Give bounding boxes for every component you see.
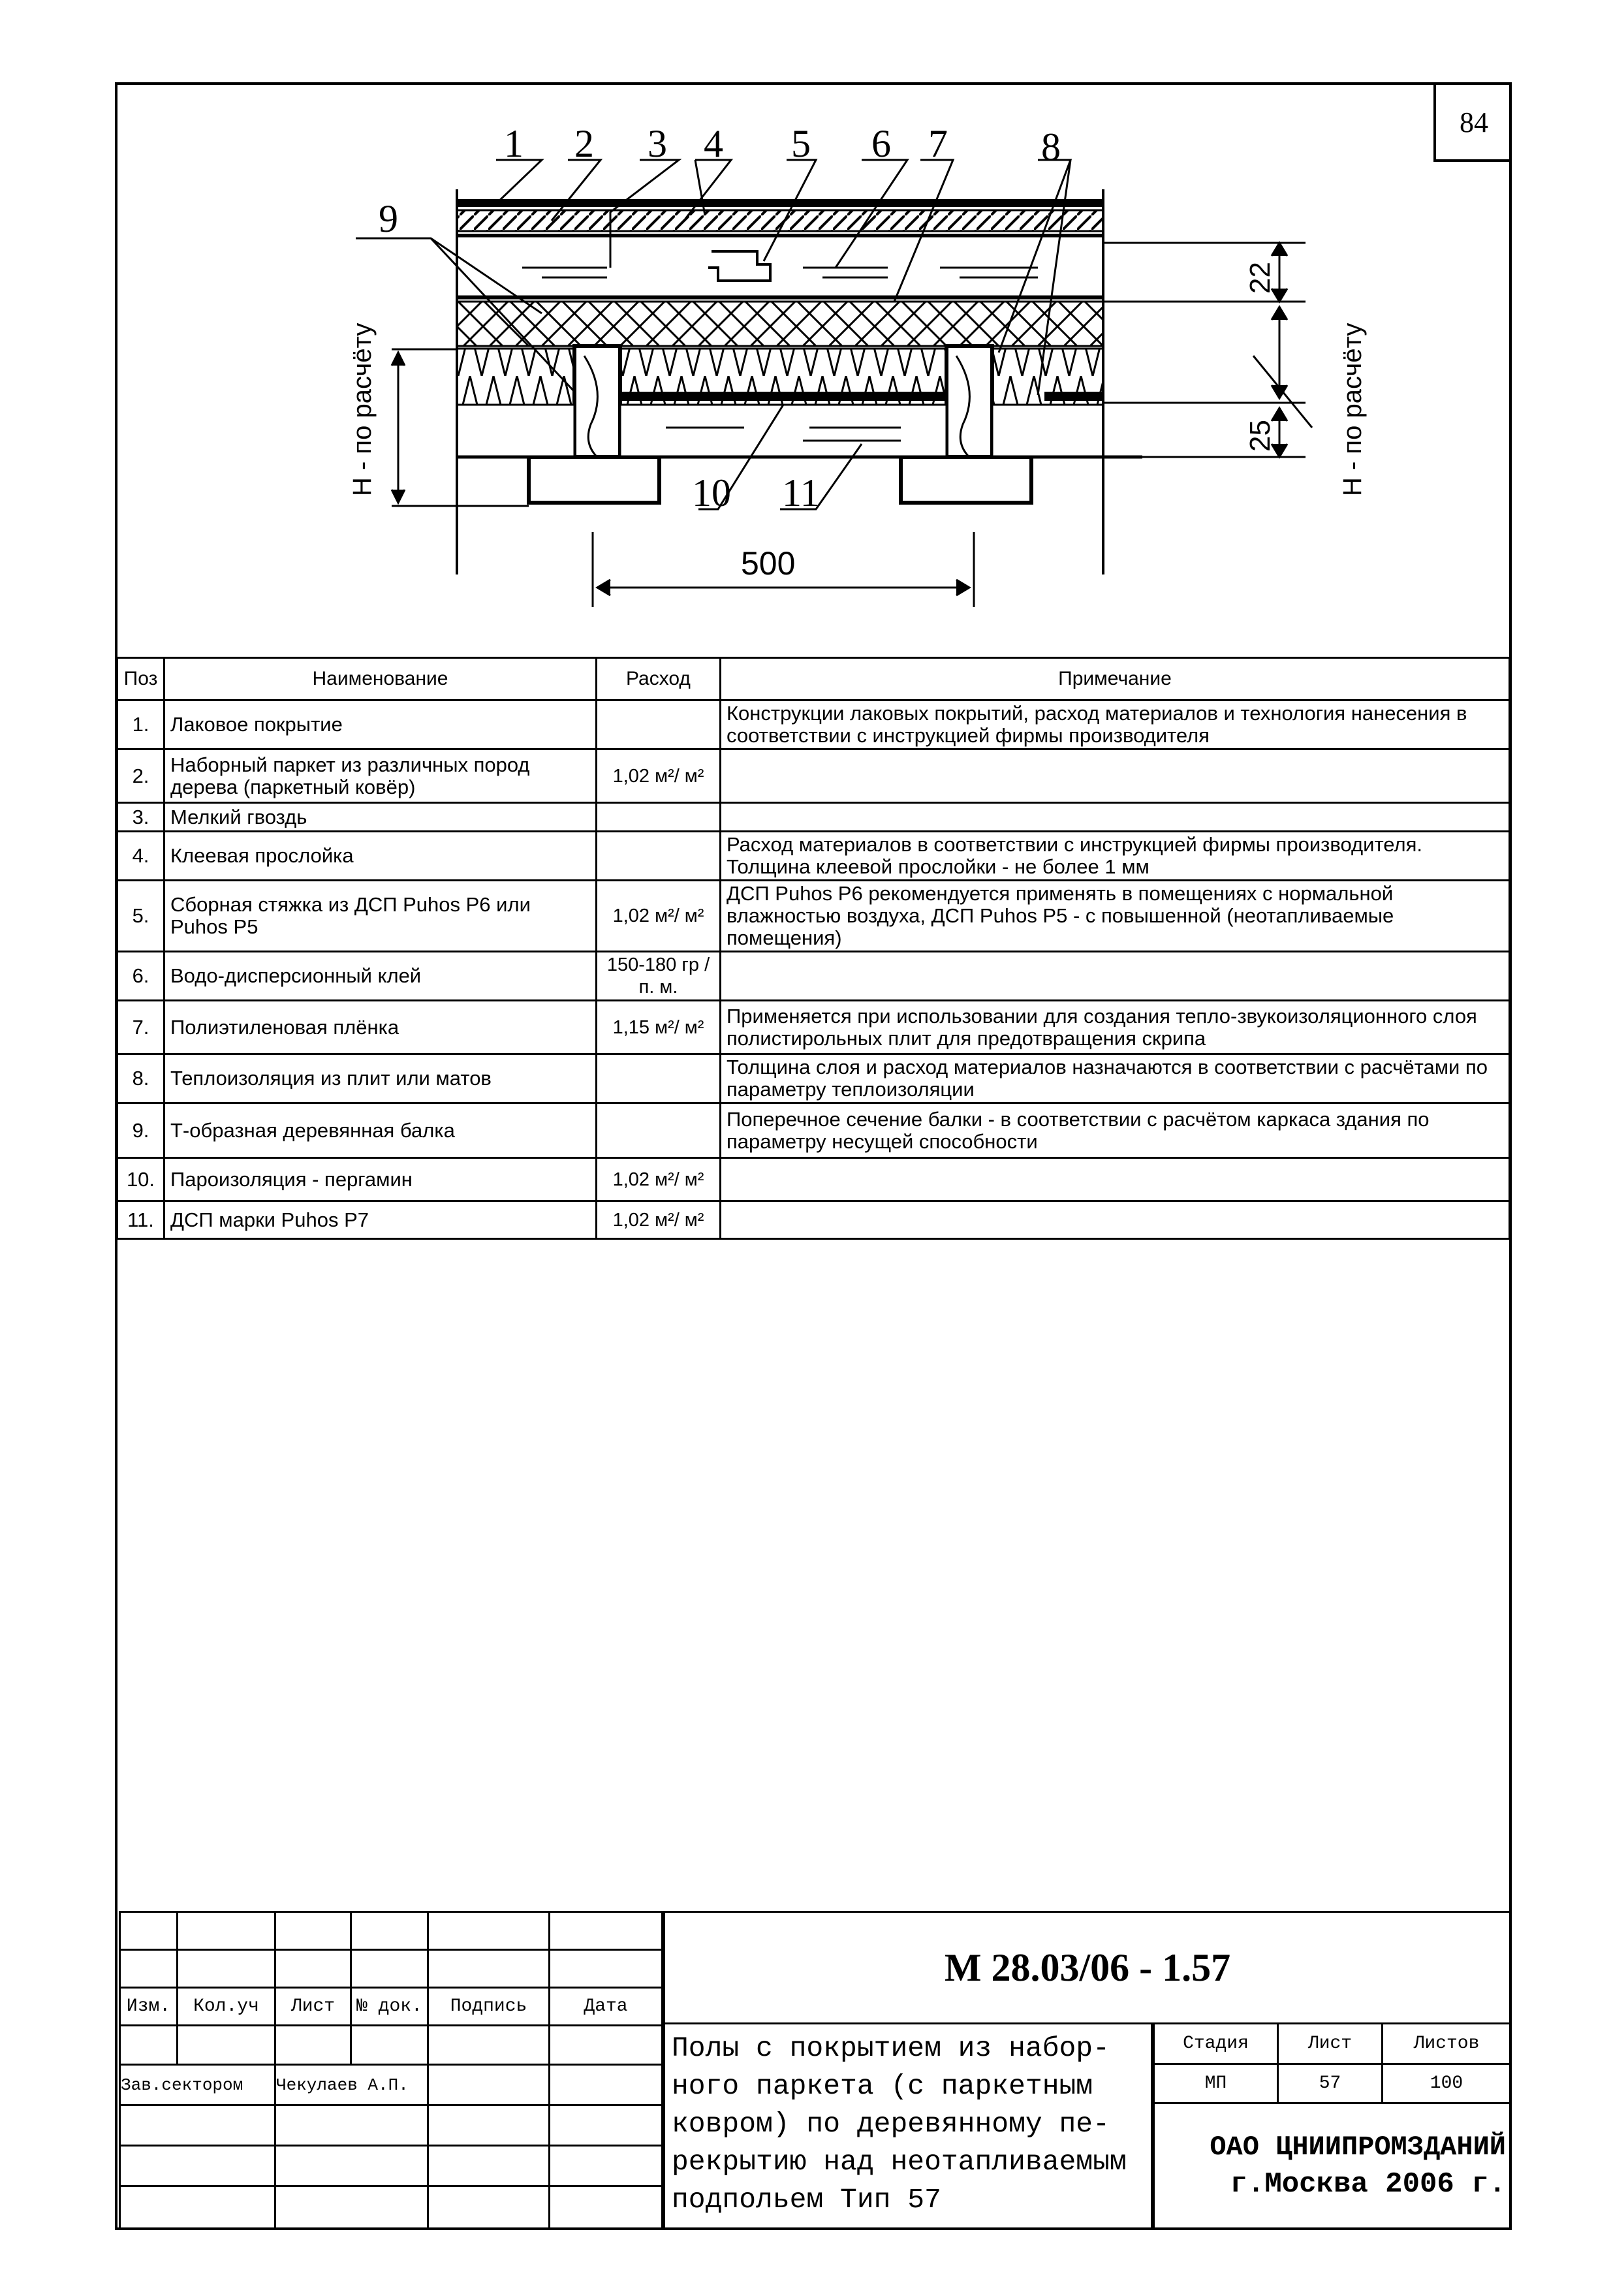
floor-section-drawing (0, 0, 1611, 653)
callout-1: 1 (504, 122, 524, 165)
callout-11: 11 (782, 471, 820, 514)
table-row: 11. ДСП марки Puhos P7 1,02 м²/ м² (117, 1201, 1510, 1239)
table-row: 5. Сборная стяжка из ДСП Puhos P6 или Puhos P5 1,02 м²/ м² ДСП Puhos P6 рекомендуется применять в помещениях с нормальной влажностью воздуха, ДСП Puhos P5 - с повышенной (неотапливаемые помещения) (117, 881, 1510, 952)
sheet-value: 57 (1278, 2064, 1383, 2103)
table-row: 6. Водо-дисперсионный клей 150-180 гр /п. м. (117, 952, 1510, 1001)
organization-cell (1153, 2104, 1512, 2230)
header-pos: Поз (117, 658, 164, 700)
callout-4: 4 (704, 122, 723, 165)
specification-table (116, 657, 1510, 1240)
table-row: 8. Теплоизоляция из плит или матов Толщина слоя и расход материалов назначаются в соответствии с расчётами по параметру теплоизоляции (117, 1054, 1510, 1103)
table-row: 2. Наборный паркет из различных пород дерева (паркетный ковёр) 1,02 м²/ м² (117, 749, 1510, 803)
table-row: 1. Лаковое покрытие Конструкции лаковых покрытий, расход материалов и технология нанесения в соответствии с инструкцией фирмы производителя (117, 700, 1510, 749)
table-row: 9. Т-образная деревянная балка Поперечное сечение балки - в соответствии с расчётом каркаса здания по параметру несущей способности (117, 1103, 1510, 1158)
col-doc: № док. (351, 1988, 428, 2026)
stage-value: МП (1154, 2064, 1278, 2103)
col-sign: Подпись (428, 1988, 550, 2026)
callout-7: 7 (928, 122, 948, 165)
callout-5: 5 (791, 122, 811, 165)
col-date: Дата (550, 1988, 663, 2026)
col-izm: Изм. (120, 1988, 178, 2026)
callout-8: 8 (1041, 125, 1061, 168)
table-row: 3. Мелкий гвоздь (117, 803, 1510, 832)
sheets-value: 100 (1383, 2064, 1511, 2103)
header-rate: Расход (597, 658, 721, 700)
table-row: 10. Пароизоляция - пергамин 1,02 м²/ м² (117, 1158, 1510, 1201)
table-row: 7. Полиэтиленовая плёнка 1,15 м²/ м² Применяется при использовании для создания тепло-звукоизоляционного слоя полистирольных плит для предотвращения скрипа (117, 1001, 1510, 1054)
stage-label: Стадия (1154, 2024, 1278, 2064)
sheets-label: Листов (1383, 2024, 1511, 2064)
document-code-cell (663, 1911, 1512, 2024)
table-row: 4. Клеевая прослойка Расход материалов в соответствии с инструкцией фирмы производителя. Толщина клеевой прослойки - не более 1 мм (117, 832, 1510, 881)
document-code: М 28.03/06 - 1.57 (944, 1945, 1231, 1989)
dim-500: 500 (741, 545, 796, 582)
title-block (119, 1911, 1512, 2230)
dim-label-right: Н - по расчёту (1338, 322, 1367, 496)
role-cell: Зав.сектором (120, 2065, 275, 2105)
organization-city: г.Москва 2006 г. (1230, 2168, 1506, 2201)
col-kol: Кол.уч (178, 1988, 275, 2026)
callout-9: 9 (379, 197, 398, 240)
revision-grid (119, 1911, 663, 2230)
header-note: Примечание (721, 658, 1510, 700)
col-list: Лист (275, 1988, 351, 2026)
callout-10: 10 (692, 471, 731, 514)
header-name: Наименование (164, 658, 597, 700)
organization-name: ОАО ЦНИИПРОМЗДАНИЙ (1210, 2131, 1506, 2163)
stage-grid (1153, 2024, 1512, 2104)
dim-label-left: Н - по расчёту (348, 322, 377, 496)
dim-25: 25 (1244, 420, 1276, 452)
table-header-row (117, 658, 1510, 700)
person-cell: Чекулаев А.П. (275, 2065, 428, 2105)
drawing-title: Полы с покрытием из набор- ного паркета (с паркетным ковром) по деревянному пе- рекрытию над неотапливаемым подпольем Тип 57 (663, 2024, 1153, 2230)
callout-2: 2 (574, 122, 594, 165)
sheet-number: 84 (1433, 85, 1512, 162)
callout-3: 3 (648, 122, 667, 165)
callout-6: 6 (871, 122, 891, 165)
dim-22: 22 (1244, 262, 1276, 294)
sheet-label: Лист (1278, 2024, 1383, 2064)
